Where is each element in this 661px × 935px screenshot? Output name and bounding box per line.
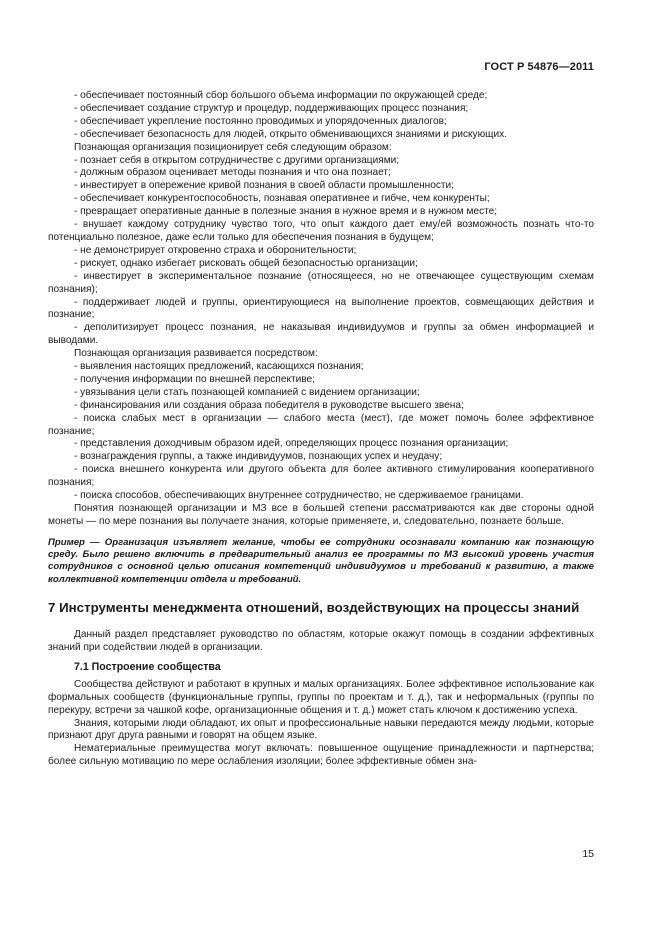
list-item: - вознаграждения группы, а также индивидуумов, познающих успех и неудачу; <box>74 451 443 463</box>
list-item: - поддерживает людей и группы, ориентирующиеся на выполнение проектов, совмещающих действия и познание; <box>48 296 594 321</box>
capabilities-list <box>48 90 594 142</box>
concluding-paragraph: Понятия познающей организации и МЗ все в большей степени рассматриваются как две стороны одной монеты — по мере познания вы получаете знания, которые применяете, и, следовательно, познаете больше. <box>48 503 594 527</box>
section-7-1-paragraph: Нематериальные преимущества могут включать: повышенное ощущение принадлежности и партнерства; более сильную мотивацию по мере ослабления изоляции; более эффективные обмен зна- <box>48 743 594 768</box>
list-item: - инвестирует в экспериментальное познание (относящееся, но не отвечающее существующим схемам познания); <box>48 270 594 295</box>
list-item: - познает себя в открытом сотрудничестве с другими организациями; <box>74 154 400 166</box>
positioning-list <box>48 155 594 349</box>
list-item: - превращает оперативные данные в полезные знания в нужное время и в нужном месте; <box>74 206 498 218</box>
section-7-heading: 7 Инструменты менеджмента отношений, воздействующих на процессы знаний <box>48 600 580 615</box>
list-item: - выявления настоящих предложений, касающихся познания; <box>74 361 364 373</box>
example-note: Пример — Организация изъявляет желание, чтобы ее сотрудники осознавали компанию как познающую среду. Было решено включить в предварительный анализ ее программы по МЗ высокий уровень участия сотрудников с основной целью описания компетенций индивидуумов и требований к развитию, а также коллективной компетенции отдела и требований. <box>48 536 594 585</box>
list-item: - внушает каждому сотруднику чувство того, что опыт каждого дает ему/ей возможность познать что-то потенциально полезное, даже если только для обеспечения познания в будущем; <box>48 219 594 243</box>
development-list <box>48 361 594 503</box>
section-7-1-paragraph: Знания, которыми люди обладают, их опыт и профессиональные навыки передаются между людьми, которые признают друг друга равными и говорят на общем языке. <box>48 717 594 742</box>
page-number: 15 <box>582 848 594 860</box>
list-item: - деполитизирует процесс познания, не наказывая индивидуумов и группы за обмен информацией и выводами. <box>48 322 594 347</box>
list-item: - поиска внешнего конкурента или другого объекта для более активного стимулирования кооперативного познания; <box>48 464 594 489</box>
section-7-1-paragraph: Сообщества действуют и работают в крупных и малых организациях. Более эффективное использование как формальных сообществ (функциональные группы, группы по проектам и т. д.), так и неформальных (группы по перекуру, встречи за чашкой кофе, организационные общения и т. д.) может стать ключом к достижению успеха. <box>48 678 594 716</box>
standard-code: ГОСТ Р 54876—2011 <box>484 61 594 73</box>
development-intro: Познающая организация развивается посредством: <box>74 348 318 360</box>
list-item: - обеспечивает конкурентоспособность, познавая оперативнее и гибче, чем конкуренты; <box>74 193 490 205</box>
list-item: - обеспечивает постоянный сбор большого объема информации по окружающей среде; <box>74 90 488 101</box>
section-7-intro: Данный раздел представляет руководство по областям, которые окажут помощь в создании эффективных знаний при содействии людей в организации. <box>48 629 594 653</box>
list-item: - не демонстрирует откровенно страха и оборонительности; <box>74 244 357 256</box>
page-body <box>48 90 594 769</box>
list-item: - обеспечивает укрепление постоянно проводимых и упорядоченных диалогов; <box>74 115 447 127</box>
section-7-1-heading: 7.1 Построение сообщества <box>74 660 221 673</box>
list-item: - увязывания цели стать познающей компанией с видением организации; <box>74 386 420 398</box>
list-item: - рискует, однако избегает рисковать общей безопасностью организации; <box>74 257 418 269</box>
list-item: - обеспечивает безопасность для людей, открыто обменивающихся знаниями и рискующих. <box>74 128 507 140</box>
list-item: - должным образом оценивает методы познания и что она познает; <box>74 167 391 179</box>
list-item: - представления доходчивым образом идей, определяющих процесс познания организации; <box>74 438 509 450</box>
list-item: - получения информации по внешней перспективе; <box>74 373 315 385</box>
list-item: - инвестирует в опережение кривой познания в своей области промышленности; <box>74 180 454 192</box>
list-item: - финансирования или создания образа победителя в руководстве высшего звена; <box>74 399 464 411</box>
list-item: - поиска слабых мест в организации — слабого места (мест), где может помочь более эффективное познание; <box>48 412 594 437</box>
positioning-intro: Познающая организация позиционирует себя следующим образом: <box>74 141 392 153</box>
list-item: - обеспечивает создание структур и процедур, поддерживающих процесс познания; <box>74 102 469 114</box>
list-item: - поиска способов, обеспечивающих внутреннее сотрудничество, не сдерживаемое границами. <box>74 490 524 502</box>
